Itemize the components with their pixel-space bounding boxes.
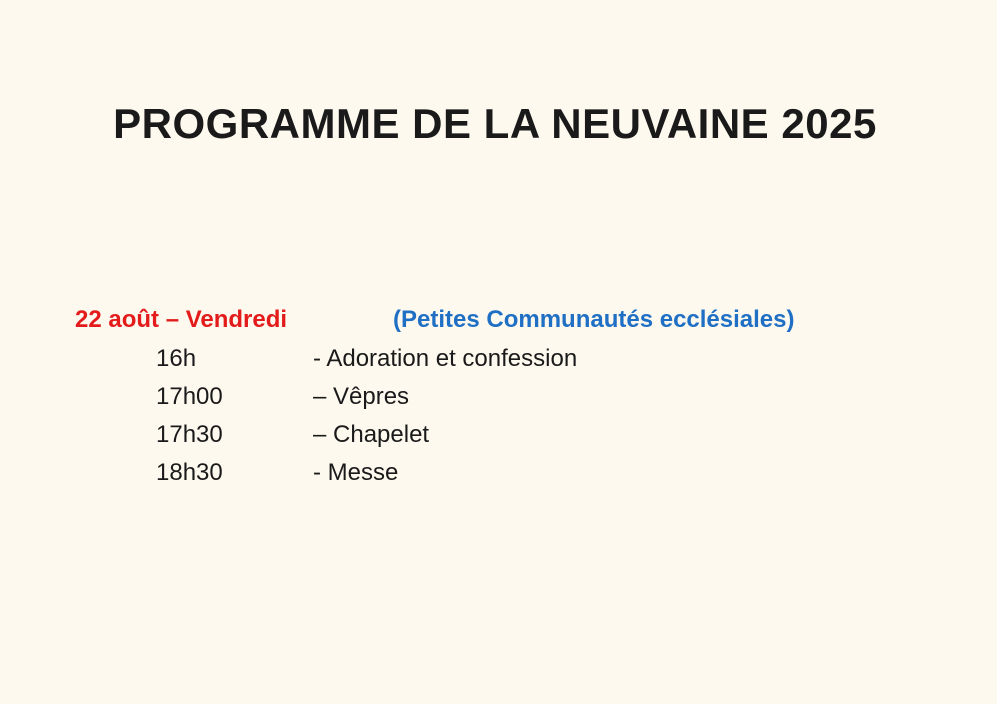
day-label: 22 août – Vendredi xyxy=(75,306,288,333)
schedule-time: 18h30 xyxy=(156,459,223,486)
schedule-event: – Chapelet xyxy=(313,421,430,448)
page-title: PROGRAMME DE LA NEUVAINE 2025 xyxy=(113,100,877,147)
group-label: (Petites Communautés ecclésiales) xyxy=(393,306,795,333)
schedule-event: - Adoration et confession xyxy=(313,345,578,372)
schedule-time: 16h xyxy=(156,345,197,372)
schedule-event: - Messe xyxy=(313,459,399,486)
schedule-event: – Vêpres xyxy=(313,383,410,410)
schedule-time: 17h00 xyxy=(156,383,223,410)
schedule-time: 17h30 xyxy=(156,421,223,448)
